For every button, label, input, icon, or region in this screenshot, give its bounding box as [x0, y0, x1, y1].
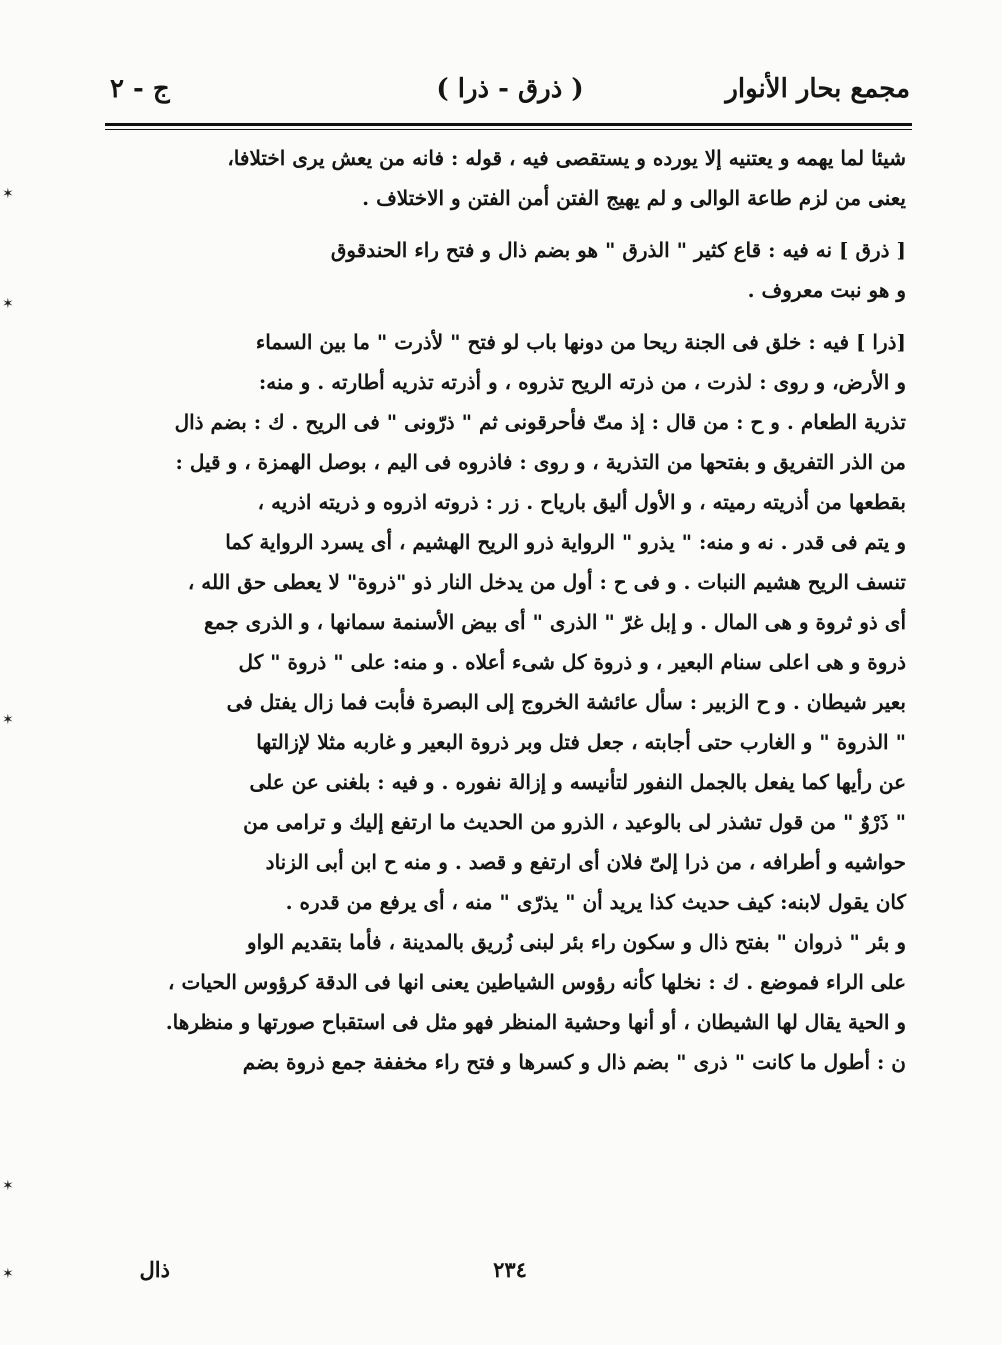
text-line: بقطعها من أذريته رميته ، و الأول أليق بارياح . زر : ذروته اذروه و ذريته اذريه ، — [257, 490, 906, 514]
page-number: ٢٣٤ — [493, 1257, 527, 1282]
binding-mark-icon: ✶ — [2, 1266, 14, 1282]
text-line: و هو نبت معروف . — [747, 278, 906, 302]
book-title: مجمع بحار الأنوار — [725, 74, 910, 104]
text-line: كان يقول لابنه: كيف حديث كذا يريد أن " يذرّى " منه ، أى يرفع من قدره . — [285, 890, 906, 914]
text-line: بعير شيطان . و ح الزبير : سأل عائشة الخروج إلى البصرة فأبت فما زال يفتل فى — [226, 690, 906, 714]
text-line: و الأرض، و روى : لذرت ، من ذرته الريح تذروه ، و أذرته تذريه أطارته . و منه: — [258, 370, 906, 394]
text-line: [ذرا ] فيه : خلق فى الجنة ريحا من دونها باب لو فتح " لأذرت " ما بين السماء — [255, 330, 906, 354]
text-line: تذرية الطعام . و ح : من قال : إذ متّ فأحرقونى ثم " ذرّونى " فى الريح . ك : بضم ذال — [174, 410, 906, 434]
binding-mark-icon: ✶ — [2, 296, 14, 312]
text-line: ن : أطول ما كانت " ذرى " بضم ذال و كسرها و فتح راء مخففة جمع ذروة بضم — [242, 1050, 906, 1074]
text-line: تنسف الريح هشيم النبات . و فى ح : أول من يدخل النار ذو "ذروة" لا يعطى حق الله ، — [187, 570, 906, 594]
body-text — [118, 138, 906, 1082]
text-line: شيئا لما يهمه و يعتنيه إلا يورده و يستقصى فيه ، قوله : فانه من يعش يرى اختلافا، — [227, 146, 906, 170]
header-rule-thin — [105, 129, 912, 130]
text-line: [ ذرق ] نه فيه : قاع كثير " الذرق " هو بضم ذال و فتح راء الحندقوق — [330, 238, 906, 262]
catchword: ذال — [139, 1257, 170, 1282]
text-line: ذروة و هى اعلى سنام البعير ، و ذروة كل شىء أعلاه . و منه: على " ذروة " كل — [238, 650, 906, 674]
text-line: أى ذو ثروة و هى المال . و إبل غرّ " الذرى " أى بيض الأسنمة سمانها ، و الذرى جمع — [204, 610, 906, 634]
binding-mark-icon: ✶ — [2, 1178, 14, 1194]
page-footer — [110, 1257, 910, 1291]
text-line: على الراء فموضع . ك : نخلها كأنه رؤوس الشياطين يعنى انها فى الدقة كرؤوس الحيات ، — [168, 970, 906, 994]
text-line: يعنى من لزم طاعة الوالى و لم يهيج الفتن أمن الفتن و الاختلاف . — [362, 186, 906, 210]
text-line: و الحية يقال لها الشيطان ، أو أنها وحشية المنظر فهو مثل فى استقباح صورتها و منظرها. — [165, 1010, 906, 1034]
text-line: حواشيه و أطرافه ، من ذرا إلىّ فلان أى ارتفع و قصد . و منه ح ابن أبى الزناد — [265, 850, 906, 874]
binding-mark-icon: ✶ — [2, 186, 14, 202]
text-line: " ذَرْوٌ " من قول تشذر لى بالوعيد ، الذرو من الحديث ما ارتفع إليك و ترامى من — [243, 810, 906, 834]
entry-range: ( ذرق - ذرا ) — [436, 74, 584, 104]
text-line: عن رأيها كما يفعل بالجمل النفور لتأنيسه و إزالة نفوره . و فيه : بلغنى عن على — [249, 770, 906, 794]
text-line: " الذروة " و الغارب حتى أجابته ، جعل فتل وبر ذروة البعير و غاربه مثلا لإزالتها — [256, 730, 906, 754]
text-line: و بئر " ذروان " بفتح ذال و سكون راء بئر لبنى زُريق بالمدينة ، فأما بتقديم الواو — [246, 930, 906, 954]
volume-number: ج - ٢ — [110, 74, 170, 104]
binding-mark-icon: ✶ — [2, 712, 14, 728]
text-line: و يتم فى قدر . نه و منه: " يذرو " الرواية ذرو الريح الهشيم ، أى يسرد الرواية كما — [225, 530, 906, 554]
text-line: من الذر التفريق و بفتحها من التذرية ، و روى : فاذروه فى اليم ، بوصل الهمزة ، و قيل : — [175, 450, 906, 474]
header-rule-thick — [105, 123, 912, 126]
running-header — [110, 68, 910, 112]
